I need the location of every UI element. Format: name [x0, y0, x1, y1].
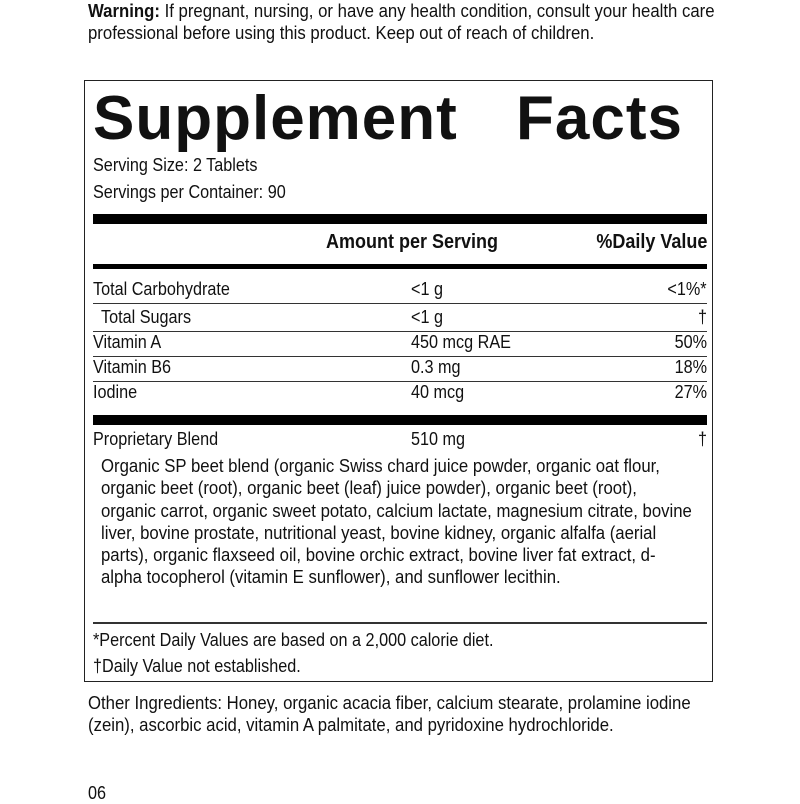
row-divider [93, 356, 707, 357]
header-amount: Amount per Serving [326, 231, 499, 253]
nutrient-dv: 27% [674, 382, 707, 402]
nutrient-amount: 0.3 mg [411, 357, 461, 377]
footnote-percent: *Percent Daily Values are based on a 2,000 calorie diet. [93, 630, 494, 650]
blend-amount: 510 mg [411, 429, 466, 449]
other-ingredients: Other Ingredients: Honey, organic acacia fiber, calcium stearate, prolamine iodine (zein), ascorbic acid, vitamin A palmitate, and pyridoxine hydrochloride. [88, 693, 691, 735]
row-divider [93, 331, 707, 332]
nutrient-amount: <1 g [411, 307, 443, 327]
nutrient-name: Total Sugars [101, 307, 192, 327]
nutrient-amount: <1 g [411, 279, 443, 299]
divider-thick [93, 415, 707, 425]
servings-per-container: Servings per Container: 90 [93, 182, 286, 202]
blend-dv: † [697, 429, 707, 449]
row-divider [93, 381, 707, 382]
divider-thick [93, 214, 707, 224]
blend-name: Proprietary Blend [93, 429, 219, 449]
nutrient-dv: 18% [674, 357, 707, 377]
header-daily-value: %Daily Value [595, 231, 707, 253]
nutrient-name: Vitamin B6 [93, 357, 172, 377]
serving-size: Serving Size: 2 Tablets [93, 155, 258, 175]
nutrient-dv: <1%* [667, 279, 707, 299]
warning-text [88, 0, 720, 44]
warning-body: If pregnant, nursing, or have any health condition, consult your health care professional before using this product. Keep out of reach of children. [88, 1, 715, 43]
nutrient-amount: 450 mcg RAE [411, 332, 511, 352]
nutrient-dv: † [697, 307, 707, 327]
warning-label: Warning: [88, 1, 160, 21]
label-code: 06 [88, 783, 107, 803]
panel-title: Supplement Facts [93, 84, 683, 153]
blend-ingredients: Organic SP beet blend (organic Swiss chard juice powder, organic oat flour, organic beet (root), organic beet (leaf) juice powder), organic beet (root), organic carrot, organic sweet potato, calcium lactate, magnesium citrate, bovine liver, bovine prostate, nutritional yeast, bovine kidney, organic alfalfa (aerial parts), organic flaxseed oil, bovine orchic extract, bovine liver fat extract, d-alpha tocopherol (vitamin E sunflower), and sunflower lecithin. [101, 456, 692, 588]
divider-thin [93, 622, 707, 624]
row-divider [93, 303, 707, 304]
nutrient-name: Iodine [93, 382, 138, 402]
nutrient-dv: 50% [674, 332, 707, 352]
nutrient-name: Total Carbohydrate [93, 279, 230, 299]
nutrient-name: Vitamin A [93, 332, 162, 352]
footnote-dagger: †Daily Value not established. [93, 656, 301, 676]
nutrient-amount: 40 mcg [411, 382, 465, 402]
divider-medium [93, 264, 707, 269]
